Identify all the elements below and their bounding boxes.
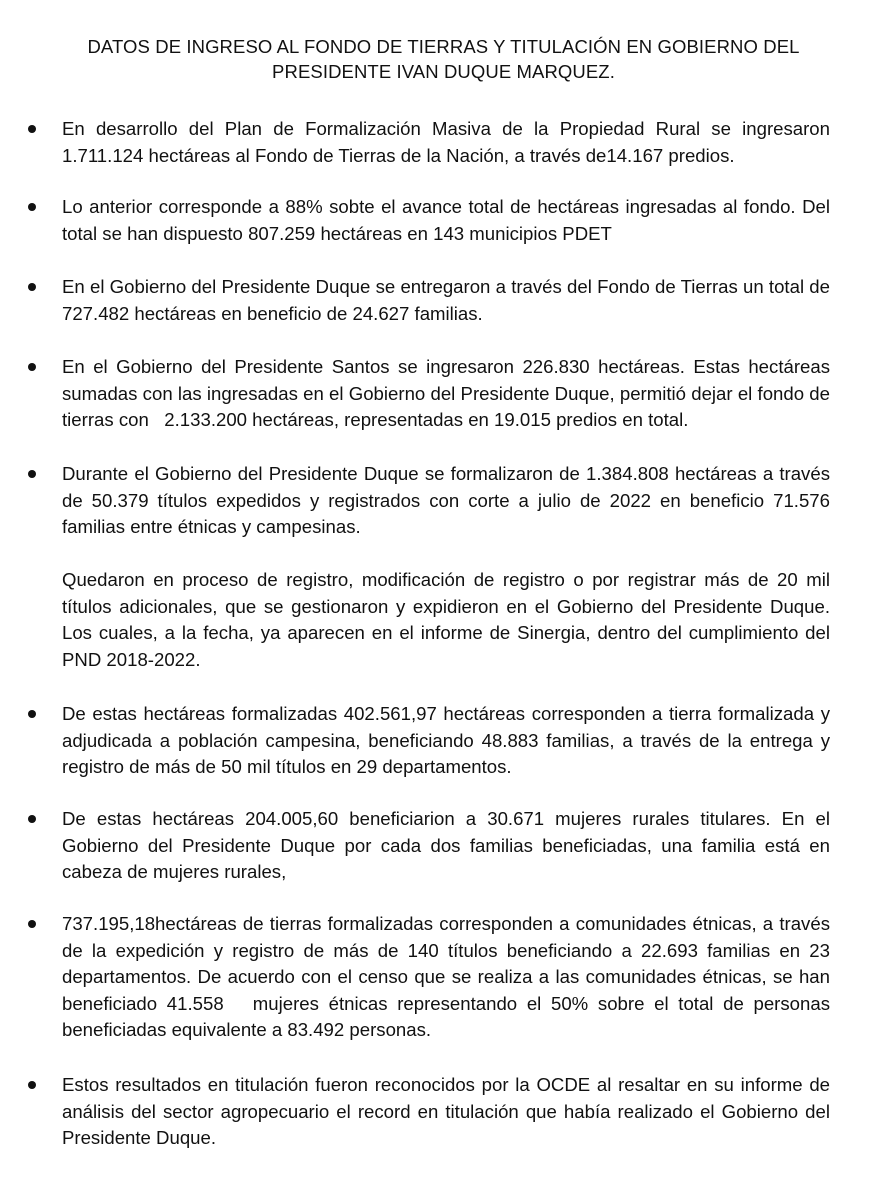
bullet-item-8 xyxy=(62,911,836,1044)
bullet-item-7 xyxy=(62,806,830,886)
bullet-icon xyxy=(28,470,36,478)
bullet-item-9 xyxy=(62,1072,830,1152)
bullet-text: Durante el Gobierno del Presidente Duque se formalizaron de 1.384.808 hectáreas a través de 50.379 títulos expedidos y registrados con corte a julio de 2022 en beneficio 71.576 familias entre étnicas y campesinas. xyxy=(62,463,830,537)
bullet-icon xyxy=(28,203,36,211)
bullet-icon xyxy=(28,125,36,133)
bullet-text: De estas hectáreas 204.005,60 beneficiarion a 30.671 mujeres rurales titulares. En el Gobierno del Presidente Duque por cada dos familias beneficiadas, una familia está en cabeza de mujeres rurales, xyxy=(62,808,830,882)
bullet-text: En el Gobierno del Presidente Santos se ingresaron 226.830 hectáreas. Estas hectáreas sumadas con las ingresadas en el Gobierno del Presidente Duque, permitió dejar el fondo de tierras con 2.133.200 hectáreas, representadas en 19.015 predios en total. xyxy=(62,356,836,430)
bullet-icon xyxy=(28,1081,36,1089)
bullet-icon xyxy=(28,283,36,291)
bullet-item-5 xyxy=(62,461,830,541)
document-title xyxy=(30,34,857,84)
bullet-icon xyxy=(28,920,36,928)
bullet-item-1 xyxy=(62,116,830,169)
bullet-text: De estas hectáreas formalizadas 402.561,97 hectáreas corresponden a tierra formalizada y adjudicada a población campesina, beneficiando 48.883 familias, a través de la entrega y registro de más de 50 mil títulos en 29 departamentos. xyxy=(62,703,830,777)
bullet-icon xyxy=(28,710,36,718)
bullet-icon xyxy=(28,815,36,823)
bullet-text: En desarrollo del Plan de Formalización Masiva de la Propiedad Rural se ingresaron 1.711.124 hectáreas al Fondo de Tierras de la Nación, a través de14.167 predios. xyxy=(62,118,830,166)
bullet-text: 737.195,18hectáreas de tierras formalizadas corresponden a comunidades étnicas, a través de la expedición y registro de más de 140 títulos beneficiando a 22.693 familias en 23 departamentos. De acuerdo con el censo que se realiza a las comunidades étnicas, se han beneficiado 41.558 mujeres étnicas representando el 50% sobre el total de personas beneficiadas equivalente a 83.492 personas. xyxy=(62,913,836,1040)
bullet-item-6 xyxy=(62,701,830,781)
title-line-2: PRESIDENTE IVAN DUQUE MARQUEZ. xyxy=(272,61,615,82)
bullet-text: En el Gobierno del Presidente Duque se entregaron a través del Fondo de Tierras un total de 727.482 hectáreas en beneficio de 24.627 familias. xyxy=(62,276,830,324)
sub-paragraph: Quedaron en proceso de registro, modificación de registro o por registrar más de 20 mil títulos adicionales, que se gestionaron y expidieron en el Gobierno del Presidente Duque. Los cuales, a la fecha, ya aparecen en el informe de Sinergia, dentro del cumplimiento del PND 2018-2022. xyxy=(62,569,830,670)
bullet-icon xyxy=(28,363,36,371)
bullet-text: Lo anterior corresponde a 88% sobte el avance total de hectáreas ingresadas al fondo. Del total se han dispuesto 807.259 hectáreas en 143 municipios PDET xyxy=(62,196,830,244)
bullet-item-3 xyxy=(62,274,830,327)
bullet-item-2 xyxy=(62,194,830,247)
title-line-1: DATOS DE INGRESO AL FONDO DE TIERRAS Y TITULACIÓN EN GOBIERNO DEL xyxy=(87,36,800,57)
bullet-item-4 xyxy=(62,354,836,434)
bullet-text: Estos resultados en titulación fueron reconocidos por la OCDE al resaltar en su informe de análisis del sector agropecuario el record en titulación que había realizado el Gobierno del Presidente Duque. xyxy=(62,1074,830,1148)
